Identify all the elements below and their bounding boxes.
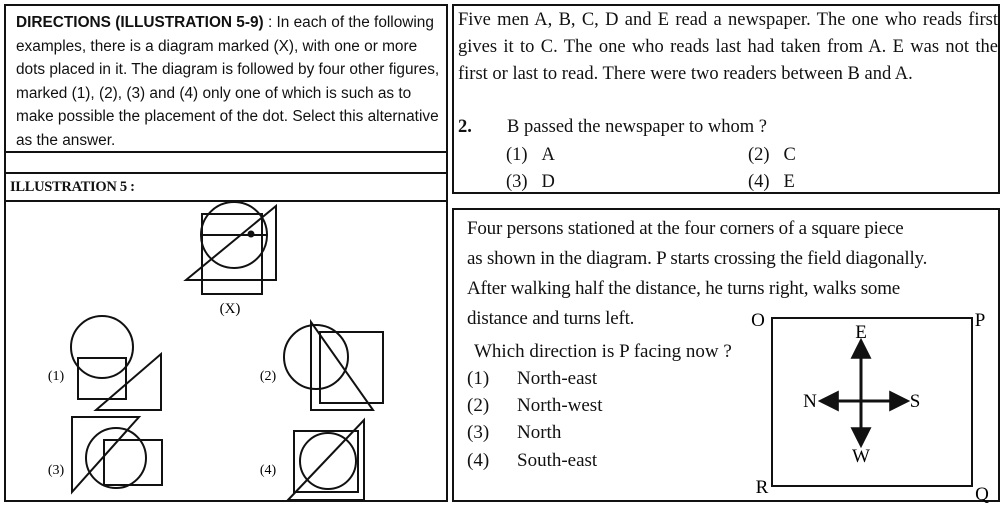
corner-bottom-right: Q: [975, 484, 989, 504]
option: (1) North-east: [467, 368, 598, 389]
square-passage: Four persons stationed at the four corners of a square piece as shown in the diagram. P starts crossing the field diagonally. After walking half the distance, he turns right, walks some distance and turns left.: [467, 218, 928, 329]
divider: [6, 172, 446, 174]
directions-heading: DIRECTIONS (ILLUSTRATION 5-9): [16, 14, 264, 31]
question-number: 2.: [458, 117, 472, 137]
figure-2: [284, 322, 383, 410]
divider: [6, 151, 446, 153]
figure-4: [288, 420, 364, 500]
illustration-title: ILLUSTRATION 5 :: [10, 179, 135, 195]
figure-x: [186, 202, 276, 294]
option-4-label: (4): [259, 463, 277, 478]
option: (3) North: [467, 422, 562, 443]
compass-right-label: S: [909, 391, 921, 412]
option: (4) E: [748, 172, 795, 192]
illustration-figures: [6, 202, 446, 502]
left-panel: [4, 4, 448, 502]
option-1-label: (1): [47, 369, 65, 384]
square-question: Which direction is P facing now ?: [474, 341, 732, 362]
figure-x-label: (X): [219, 301, 241, 317]
dot: [249, 232, 254, 237]
figure-1: [71, 316, 161, 410]
compass-left-label: N: [803, 391, 817, 412]
option-3-label: (3): [47, 463, 65, 478]
newspaper-passage: Five men A, B, C, D and E read a newspaper. The one who reads first gives it to C. The one who reads last had taken from A. E was not the first or last to read. There were two readers between B and A.: [458, 10, 998, 84]
corner-top-right: P: [974, 310, 986, 331]
option: (2) North-west: [467, 395, 603, 416]
compass-up-label: E: [855, 322, 867, 343]
option: (3) D: [506, 172, 555, 192]
directions-body: In each of the following examples, there is a diagram marked (X), with one or more dots placed in it. The diagram is followed by four other figures, marked (1), (2), (3) and (4) only one of which is such as to make possible the placement of the dot. Select this alternative as the answer.: [16, 14, 440, 149]
option-2-label: (2): [259, 369, 277, 384]
newspaper-panel: [452, 4, 1000, 194]
option: (1) A: [506, 145, 555, 165]
corner-top-left: O: [751, 310, 765, 331]
directions-text: DIRECTIONS (ILLUSTRATION 5-9) : In each of the following examples, there is a diagram marked (X), with one or more dots placed in it. The diagram is followed by four other figures, marked (1), (2), (3) and (4) only one of which is such as to make possible the placement of the dot. Select this alternative as the answer.: [16, 14, 440, 149]
option: (4) South-east: [467, 450, 598, 471]
figure-3: [72, 417, 162, 492]
square-diagram: [742, 304, 1002, 504]
corner-bottom-left: R: [755, 477, 769, 498]
square-panel: [452, 208, 1000, 502]
compass-down-label: W: [852, 446, 870, 467]
newspaper-question: B passed the newspaper to whom ?: [507, 117, 767, 137]
option: (2) C: [748, 145, 796, 165]
